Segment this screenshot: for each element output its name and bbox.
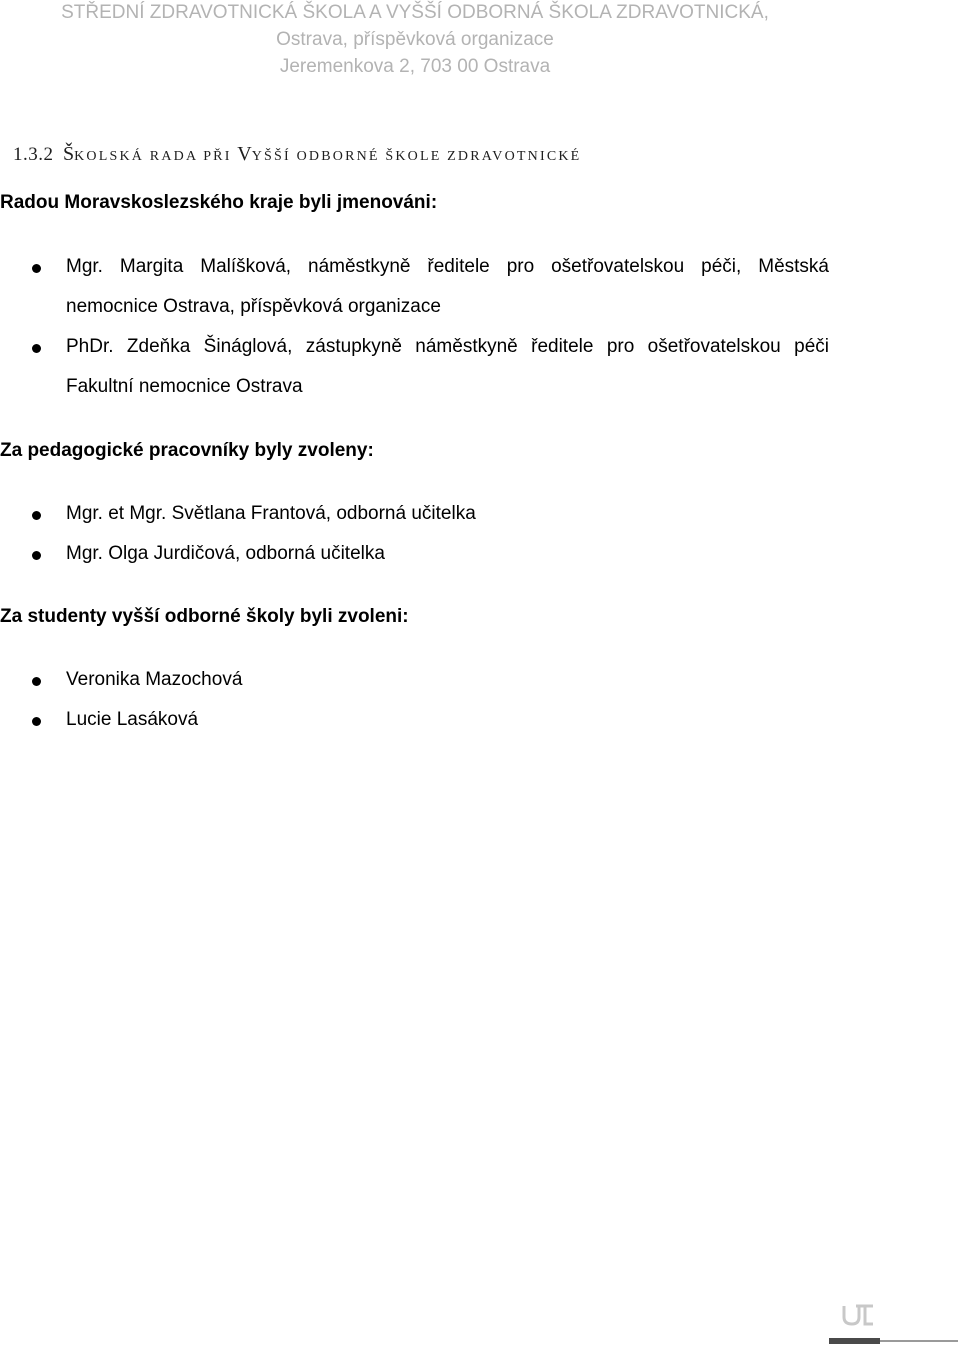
bullet-dot-icon — [32, 551, 41, 560]
group2-list — [0, 494, 476, 574]
list-item-text: Veronika Mazochová — [66, 669, 243, 690]
section-title-initial-1: Š — [63, 143, 75, 165]
bullet-dot-icon — [32, 344, 41, 353]
section-title-rest-2: YŠŠÍ ODBORNÉ ŠKOLE ZDRAVOTNICKÉ — [251, 149, 582, 164]
bullet-dot-icon — [32, 511, 41, 520]
group2-heading: Za pedagogické pracovníky byly zvoleny: — [0, 440, 374, 461]
group3-list — [0, 660, 242, 740]
section-title-rest-1: KOLSKÁ RADA PŘI — [74, 149, 238, 164]
header-school-address: Jeremenkova 2, 703 00 Ostrava — [279, 56, 551, 77]
list-item — [0, 660, 242, 700]
list-item-text: Mgr. et Mgr. Světlana Frantová, odborná učitelka — [66, 503, 476, 524]
list-item-line: PhDr. Zdeňka Šináglová, zástupkyně náměstkyně ředitele pro ošetřovatelskou péči — [66, 336, 829, 357]
bullet-dot-icon — [32, 264, 41, 273]
list-item — [0, 494, 476, 534]
list-item — [0, 534, 476, 574]
list-item-line: Mgr. Margita Malíšková, náměstkyně ředitele pro ošetřovatelskou péči, Městská — [66, 256, 829, 277]
list-item-text: Mgr. Olga Jurdičová, odborná učitelka — [66, 543, 385, 564]
header-school-name: STŘEDNÍ ZDRAVOTNICKÁ ŠKOLA A VYŠŠÍ ODBORNÁ ŠKOLA ZDRAVOTNICKÁ, — [61, 2, 769, 23]
footer-bar — [829, 1338, 880, 1344]
bullet-dot-icon — [32, 677, 41, 686]
section-number: 1.3.2 — [13, 144, 54, 165]
list-item — [0, 327, 829, 407]
section-title-initial-2: V — [237, 143, 252, 165]
bullet-dot-icon — [32, 717, 41, 726]
list-item-line: nemocnice Ostrava, příspěvková organizace — [66, 296, 441, 317]
section-heading — [13, 143, 581, 166]
list-item — [0, 700, 242, 740]
school-logo-icon — [842, 1303, 876, 1327]
group3-heading: Za studenty vyšší odborné školy byli zvoleni: — [0, 606, 409, 627]
list-item-line: Fakultní nemocnice Ostrava — [66, 376, 303, 397]
list-item — [0, 247, 829, 327]
footer-rule — [880, 1340, 958, 1342]
list-item-text: Lucie Lasáková — [66, 709, 199, 730]
group1-heading: Radou Moravskoslezského kraje byli jmenováni: — [0, 192, 438, 213]
group1-list — [0, 247, 829, 407]
header-school-org: Ostrava, příspěvková organizace — [276, 29, 554, 50]
